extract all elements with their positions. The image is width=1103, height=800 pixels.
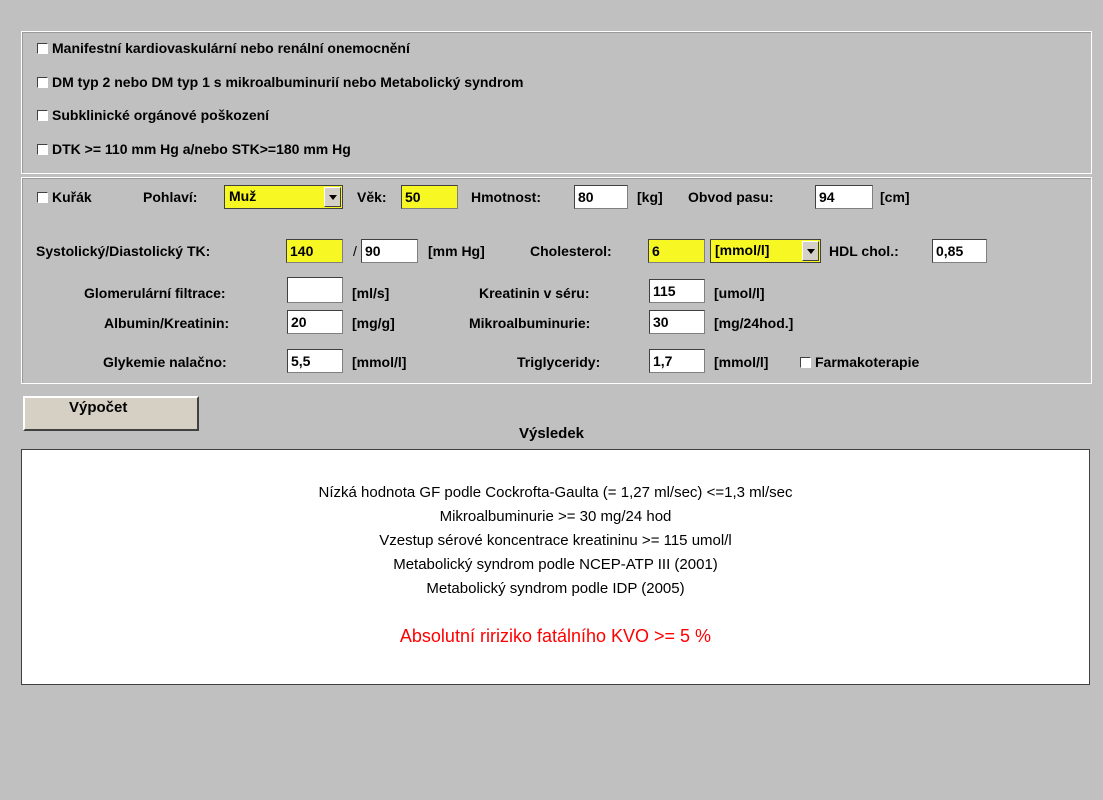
- microalbuminuria-label: Mikroalbuminurie:: [469, 315, 591, 331]
- risk-factor-subclinical[interactable]: [37, 106, 269, 124]
- weight-label: Hmotnost:: [471, 189, 541, 205]
- checkbox[interactable]: [37, 43, 48, 54]
- sex-select[interactable]: [224, 185, 343, 209]
- glycemia-input[interactable]: [287, 349, 343, 373]
- creatinine-label: Kreatinin v séru:: [479, 285, 590, 301]
- risk-factor-label: DM typ 2 nebo DM typ 1 s mikroalbuminurií nebo Metabolický syndrom: [52, 74, 524, 90]
- risk-factor-blood-pressure[interactable]: [37, 140, 351, 158]
- triglycerides-label: Triglyceridy:: [517, 354, 601, 370]
- microalbuminuria-input[interactable]: [649, 310, 705, 334]
- gfr-input[interactable]: [287, 277, 343, 303]
- age-label: Věk:: [357, 189, 387, 205]
- sex-select-value: Muž: [229, 188, 257, 204]
- cholesterol-label: Cholesterol:: [530, 243, 612, 259]
- glycemia-label: Glykemie nalačno:: [103, 354, 227, 370]
- gfr-unit: [ml/s]: [352, 285, 390, 301]
- chevron-down-icon[interactable]: [324, 187, 341, 207]
- waist-label: Obvod pasu:: [688, 189, 774, 205]
- result-line: Metabolický syndrom podle IDP (2005): [426, 580, 685, 597]
- result-lines: [22, 481, 1089, 601]
- checkbox[interactable]: [37, 77, 48, 88]
- calculate-button[interactable]: Výpočet: [23, 396, 199, 431]
- microalbuminuria-unit: [mg/24hod.]: [714, 315, 794, 331]
- bp-separator: /: [353, 243, 357, 259]
- checkbox[interactable]: [37, 110, 48, 121]
- acr-input[interactable]: [287, 310, 343, 334]
- cholesterol-unit-select[interactable]: [710, 239, 821, 263]
- gfr-label: Glomerulární filtrace:: [84, 285, 226, 301]
- result-title: Výsledek: [518, 425, 585, 442]
- hdl-label: HDL chol.:: [829, 243, 899, 259]
- result-line: Nízká hodnota GF podle Cockrofta-Gaulta (= 1,27 ml/sec) <=1,3 ml/sec: [318, 484, 793, 501]
- waist-input[interactable]: [815, 185, 873, 209]
- triglycerides-input[interactable]: [649, 349, 705, 373]
- acr-label: Albumin/Kreatinin:: [104, 315, 230, 331]
- hdl-input[interactable]: [932, 239, 987, 263]
- result-line: Vzestup sérové koncentrace kreatininu >= 115 umol/l: [379, 532, 732, 549]
- checkbox[interactable]: [37, 144, 48, 155]
- result-box: [21, 449, 1090, 685]
- smoker-checkbox-row[interactable]: [37, 188, 92, 206]
- cholesterol-input[interactable]: [648, 239, 705, 263]
- triglycerides-unit: [mmol/l]: [714, 354, 769, 370]
- pharmacotherapy-checkbox[interactable]: [800, 357, 811, 368]
- bp-systolic-input[interactable]: [286, 239, 343, 263]
- pharmacotherapy-label: Farmakoterapie: [815, 354, 920, 370]
- bp-diastolic-input[interactable]: [361, 239, 418, 263]
- chevron-down-icon[interactable]: [802, 241, 819, 261]
- bp-unit: [mm Hg]: [428, 243, 485, 259]
- weight-unit: [kg]: [637, 189, 663, 205]
- cholesterol-unit-value: [mmol/l]: [715, 242, 770, 258]
- pharmacotherapy-checkbox-row[interactable]: [800, 353, 919, 371]
- smoker-label: Kuřák: [52, 189, 92, 205]
- risk-warning: Absolutní ririziko fatálního KVO >= 5 %: [399, 626, 712, 646]
- risk-factor-cardiovascular[interactable]: [37, 39, 410, 57]
- age-input[interactable]: [401, 185, 458, 209]
- result-line: Mikroalbuminurie >= 30 mg/24 hod: [439, 508, 672, 525]
- risk-factor-label: Subklinické orgánové poškození: [52, 107, 270, 123]
- smoker-checkbox[interactable]: [37, 192, 48, 203]
- weight-input[interactable]: [574, 185, 628, 209]
- creatinine-input[interactable]: [649, 279, 705, 303]
- glycemia-unit: [mmol/l]: [352, 354, 407, 370]
- risk-factor-label: Manifestní kardiovaskulární nebo renální onemocnění: [52, 40, 410, 56]
- creatinine-unit: [umol/l]: [714, 285, 765, 301]
- waist-unit: [cm]: [880, 189, 910, 205]
- sex-label: Pohlaví:: [143, 189, 198, 205]
- acr-unit: [mg/g]: [352, 315, 395, 331]
- risk-factor-label: DTK >= 110 mm Hg a/nebo STK>=180 mm Hg: [52, 141, 351, 157]
- bp-label: Systolický/Diastolický TK:: [36, 243, 211, 259]
- result-line: Metabolický syndrom podle NCEP-ATP III (2001): [393, 556, 718, 573]
- risk-factor-diabetes[interactable]: [37, 73, 523, 91]
